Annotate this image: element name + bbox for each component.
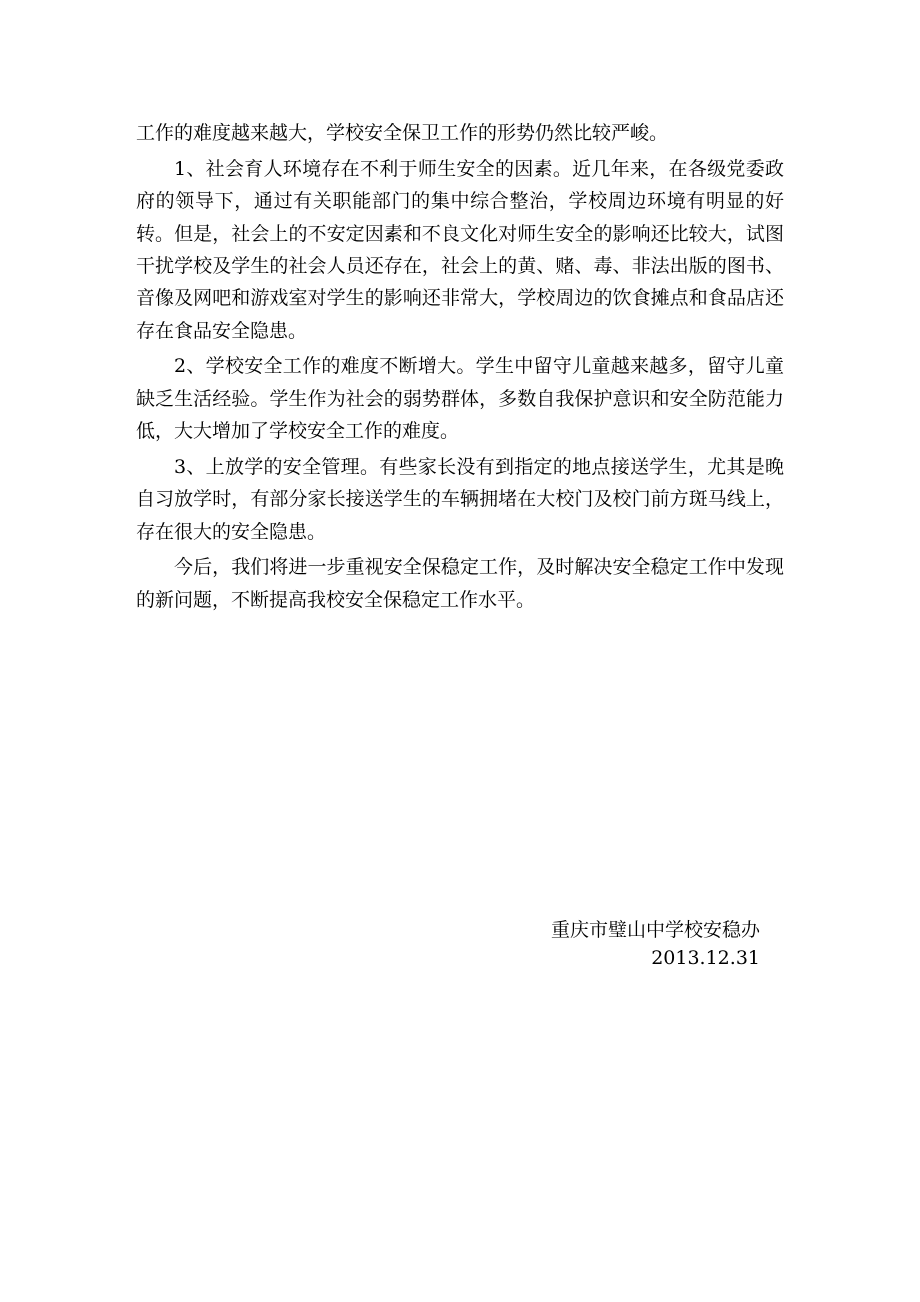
signature-block xyxy=(460,916,760,972)
signature-organization: 重庆市璧山中学校安稳办 xyxy=(550,919,760,941)
document-body xyxy=(136,117,784,620)
paragraph-continuation: 工作的难度越来越大，学校安全保卫工作的形势仍然比较严峻。 xyxy=(136,122,669,144)
signature-date: 2013.12.31 xyxy=(651,947,760,969)
paragraph-item-1: 1、社会育人环境存在不利于师生安全的因素。近几年来，在各级党委政府的领导下，通过有关职能部门的集中综合整治，学校周边环境有明显的好转。但是，社会上的不安定因素和不良文化对师生安全的影响还比较大，试图干扰学校及学生的社会人员还存在，社会上的黄、赌、毒、非法出版的图书、音像及网吧和游戏室对学生的影响还非常大，学校周边的饮食摊点和食品店还存在食品安全隐患。 xyxy=(136,157,784,342)
paragraph-conclusion: 今后，我们将进一步重视安全保稳定工作，及时解决安全稳定工作中发现的新问题，不断提高我校安全保稳定工作水平。 xyxy=(136,556,784,611)
paragraph-item-2: 2、学校安全工作的难度不断增大。学生中留守儿童越来越多，留守儿童缺乏生活经验。学生作为社会的弱势群体，多数自我保护意识和安全防范能力低，大大增加了学校安全工作的难度。 xyxy=(136,355,784,443)
paragraph-item-3: 3、上放学的安全管理。有些家长没有到指定的地点接送学生，尤其是晚自习放学时，有部分家长接送学生的车辆拥堵在大校门及校门前方斑马线上，存在很大的安全隐患。 xyxy=(136,455,784,543)
